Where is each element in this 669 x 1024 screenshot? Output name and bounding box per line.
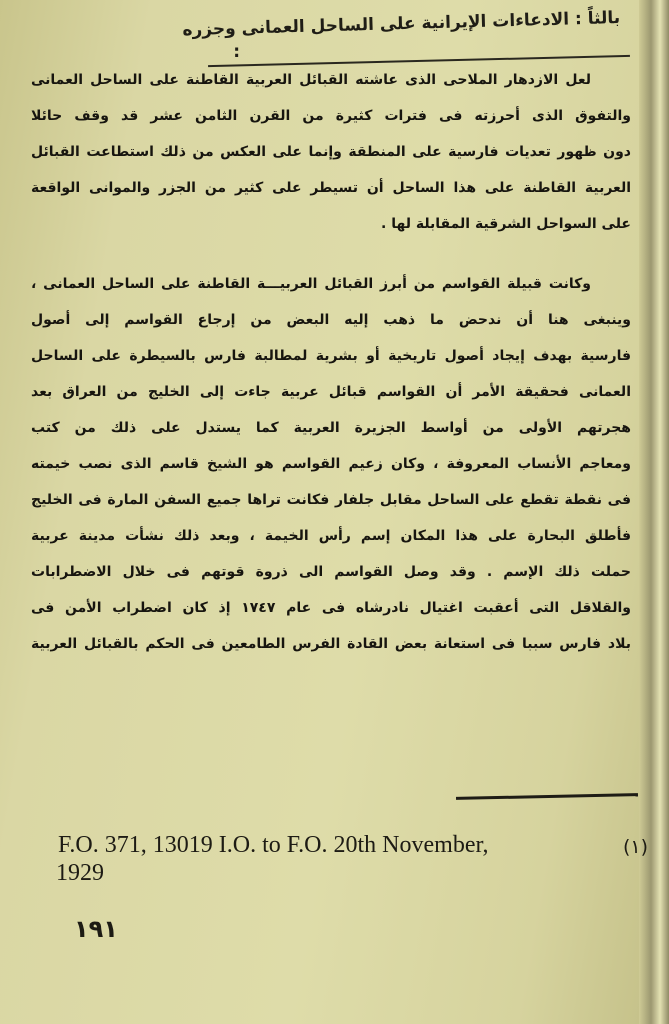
section-title-colon: :: [233, 42, 240, 62]
footnote-separator: [456, 793, 638, 800]
footnote-number: (١): [622, 836, 648, 858]
text-line: وكانت قبيلة القواسم من أبرز القبائل العربيـــة القاطنة على الساحل العمانى ،: [31, 276, 591, 292]
footnote-text: F.O. 371, 13019 I.O. to F.O. 20th November,: [58, 832, 489, 858]
text-line: العمانى فحقيقة الأمر أن القواسم قبائل عربية جاءت إلى الخليج من العراق بعد: [31, 384, 631, 400]
page-edge-shadow: [639, 0, 669, 1024]
page-number: ١٩١: [74, 915, 118, 943]
paragraph-1: [31, 62, 631, 242]
paragraph-gap: [31, 242, 631, 266]
text-line: هجرتهم الأولى من أواسط الجزيرة العربية كما يستدل على ذلك من كتب: [31, 420, 631, 436]
text-line: ومعاجم الأنساب المعروفة ، وكان زعيم القواسم هو الشيخ قاسم الذى نصب خيمته: [31, 456, 631, 472]
text-line: والقلاقل التى أعقبت اغتيال نادرشاه فى عام ١٧٤٧ إذ كان اضطراب الأمن فى: [31, 600, 631, 616]
text-line: العربية القاطنة على هذا الساحل أن تسيطر على كثير من الجزر والموانى الواقعة: [31, 180, 631, 196]
text-line: فى نقطة تقطع على الساحل مقابل جلفار فكانت تراها جميع السفن المارة فى الخليج: [31, 492, 631, 508]
section-title: بالثاً : الادعاءات الإيرانية على الساحل العمانى وجزره: [182, 8, 621, 41]
text-line: والتفوق الذى أحرزته فى فترات كثيرة من القرن الثامن عشر قد وقف حائلا: [31, 108, 631, 124]
text-line: وينبغى هنا أن ندحض ما ذهب إليه البعض من إرجاع القواسم إلى أصول: [31, 312, 631, 328]
text-line: بلاد فارس سببا فى استعانة بعض القادة الفرس الطامعين فى الحكم بالقبائل العربية: [31, 636, 631, 652]
footnote-year: 1929: [56, 860, 104, 886]
text-line: دون ظهور تعديات فارسية على المنطقة وإنما على العكس من ذلك استطاعت القبائل: [31, 144, 631, 160]
text-line: حملت ذلك الإسم . وقد وصل القواسم الى ذروة قوتهم فى خلال الاضطرابات: [31, 564, 631, 580]
text-line: لعل الازدهار الملاحى الذى عاشته القبائل العربية القاطنة على الساحل العمانى: [31, 72, 591, 88]
paragraph-2: [31, 266, 631, 662]
body-text: [31, 62, 631, 662]
text-line: على السواحل الشرقية المقابلة لها .: [381, 216, 631, 232]
text-line: فأطلق البحارة على هذا المكان إسم رأس الخيمة ، وبعد ذلك نشأت مدينة عربية: [31, 528, 631, 544]
footnote: [56, 832, 648, 886]
text-line: فارسية بهدف إيجاد أصول تاريخية أو بشرية لمطالبة فارس بالسيطرة على الساحل: [31, 348, 631, 364]
